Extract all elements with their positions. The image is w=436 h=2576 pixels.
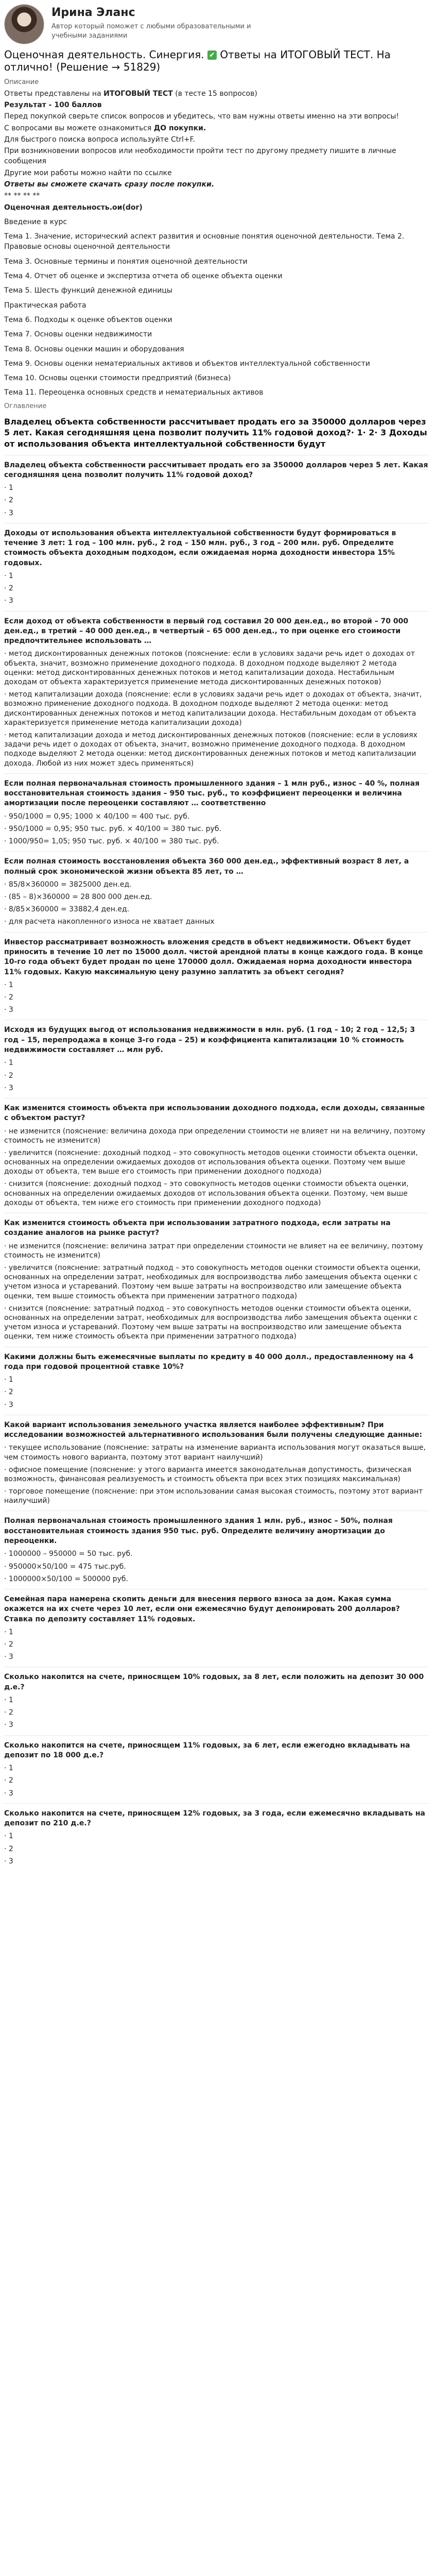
answer-option	[4, 1549, 429, 1558]
answer-option-text: 3	[8, 1083, 13, 1092]
question-item	[4, 1516, 429, 1589]
question-text: Исходя из будущих выгод от использования недвижимости в млн. руб. (1 год – 10; 2 год – 12,5; 3 год – 15, перепродажа в конце 3-го года – 25) и коэффициента капитализации 10 % стоимость недвижимости составляет … млн руб.	[4, 1026, 415, 1055]
table-of-contents	[4, 217, 429, 410]
download-note: Ответы вы сможете скачать сразу после покупки.	[4, 180, 215, 189]
title-part-2: Ответы на ИТОГОВЫЙ ТЕСТ. На отлично! (Решение → 51829)	[4, 48, 391, 74]
divider	[4, 851, 429, 852]
answer-option-text: 950/1000 = 0,95; 1000 × 40/100 = 400 тыс. руб.	[8, 812, 190, 821]
bullet-icon: ·	[4, 1059, 9, 1067]
question-text: Сколько накопится на счете, приносящем 10% годовых, за 8 лет, если положить на депозит 30 000 д.е.?	[4, 1673, 424, 1691]
answer-option-text: 1000/950= 1,05; 950 тыс. руб. × 40/100 = 380 тыс. руб.	[8, 837, 219, 846]
answer-option	[4, 496, 429, 505]
question-item	[4, 1420, 429, 1512]
answer-option	[4, 1708, 429, 1717]
question-item	[4, 1104, 429, 1213]
answer-option	[4, 690, 429, 727]
answer-option-text: 1	[8, 1628, 13, 1636]
answer-option	[4, 1574, 429, 1584]
description-line-6: При возникновении вопросов или необходимости пройти тест по другому предмету пишите в личные сообщения	[4, 147, 396, 166]
bullet-icon: ·	[4, 905, 9, 914]
description-label: Описание	[4, 78, 39, 86]
answer-option-text: офисное помещение (пояснение: у этого варианта имеется законодательная допустимость, физическая возможность, финансовая реализуемость и стоимость объекта при всех этих позициях максимальная)	[4, 1465, 411, 1483]
toc-item: Тема 10. Основы оценки стоимости предприятий (бизнеса)	[4, 374, 231, 383]
bullet-icon: ·	[4, 1242, 9, 1250]
answer-option-text: 2	[8, 1071, 13, 1080]
question-item	[4, 1809, 429, 1866]
question-item	[4, 529, 429, 612]
answer-option	[4, 1179, 429, 1208]
answer-option-text: 1	[8, 1376, 13, 1384]
bullet-icon: ·	[4, 993, 9, 1002]
bullet-icon: ·	[4, 1388, 9, 1397]
author-bio: Автор который поможет с любыми образовательными и учебными заданиями	[51, 23, 251, 40]
avatar[interactable]	[4, 4, 44, 44]
description-line-4-bold: ДО покупки.	[153, 124, 206, 132]
question-text: Как изменится стоимость объекта при использовании доходного подхода, если доходы, связанные с объектом растут?	[4, 1104, 425, 1123]
answer-option-text: 3	[8, 1857, 13, 1866]
bullet-icon: ·	[4, 496, 9, 505]
bullet-icon: ·	[4, 650, 9, 658]
answer-option-text: 1000000×50/100 = 500000 руб.	[8, 1574, 129, 1583]
answer-option-text: метод капитализации дохода и метод дисконтированных денежных потоков (пояснение: если в условиях задачи речь идет о доходах от объекта, значит, возможно применение доходного подхода. В доходном подходе выделяют 2 метода оценки: метод дисконтированных денежных потоков и метод капитализации дохода. Любой из них может здесь применяться)	[4, 731, 417, 768]
answer-option-text: 950000×50/100 = 475 тыс.руб.	[8, 1562, 126, 1571]
question-item	[4, 1741, 429, 1804]
answer-option	[4, 571, 429, 581]
answer-option-text: снизится (пояснение: доходный подход – это совокупность методов оценки стоимости объекта оценки, основанных на определении ожидаемых доходов от использования объекта оценки. Поэтому, чем выше доходы от объекта, тем ниже его стоимость при применении доходного подхода)	[4, 1180, 409, 1207]
question-text: Владелец объекта собственности рассчитывает продать его за 350000 долларов через 5 лет. Какая сегодняшняя цена позволит получить 11% годовой доход?· 1· 2· 3 Доходы от использования объекта интеллектуальной собственности будут	[4, 416, 427, 449]
answer-option-text: увеличится (пояснение: доходный подход – это совокупность методов оценки стоимости объекта оценки, основанных на определении ожидаемых доходов от использования объекта оценки. Поэтому чем выше доходы от объекта, тем выше его стоимость при применении доходного подхода)	[4, 1148, 418, 1176]
answer-option	[4, 1844, 429, 1854]
toc-item: Тема 9. Основы оценки нематериальных активов и объектов интеллектуальной собственности	[4, 359, 370, 368]
divider	[4, 932, 429, 933]
bullet-icon: ·	[4, 1376, 9, 1384]
contents-label: Оглавление	[4, 402, 47, 410]
divider	[4, 1803, 429, 1804]
answer-option-text: 2	[8, 496, 13, 505]
toc-item-intro: Введение в курс	[4, 217, 67, 226]
bullet-icon: ·	[4, 1562, 9, 1571]
answer-option	[4, 1857, 429, 1866]
bullet-icon: ·	[4, 1071, 9, 1080]
bullet-icon: ·	[4, 690, 9, 699]
answer-option-text: 2	[8, 1388, 13, 1397]
answer-option-text: 2	[8, 1640, 13, 1649]
answer-option	[4, 1071, 429, 1080]
answer-option-text: не изменится (пояснение: величина дохода при определении стоимости не влияет ни на величину, поэтому стоимость не изменится)	[4, 1127, 426, 1145]
answer-option-text: 8/85×360000 = 33882,4 ден.ед.	[8, 905, 130, 914]
author-card	[4, 4, 429, 44]
question-text: Если полная стоимость восстановления объекта 360 000 ден.ед., эффективный возраст 8 лет, а полный срок экономической жизни объекта 85 лет, то …	[4, 857, 409, 876]
bullet-icon: ·	[4, 1708, 9, 1717]
description-line-3: Перед покупкой сверьте список вопросов и убедитесь, что вам нужны ответы именно на эти вопросы!	[4, 112, 399, 121]
toc-item: Тема 8. Основы оценки машин и оборудования	[4, 345, 184, 353]
question-text: Какой вариант использования земельного участка является наиболее эффективным? При исследовании возможностей альтернативного использования были получены следующие данные:	[4, 1420, 423, 1439]
page-title	[4, 48, 429, 74]
bullet-icon: ·	[4, 1721, 9, 1730]
divider	[4, 1735, 429, 1736]
answer-option	[4, 731, 429, 768]
answer-option	[4, 1832, 429, 1841]
question-item	[4, 461, 429, 523]
separator-stars: ** ** ** **	[4, 192, 40, 200]
answer-option	[4, 980, 429, 990]
question-text: Семейная пара намерена скопить деньги для внесения первого взноса за дом. Какая сумма окажется на их счете через 10 лет, если они ежемесячно будут депонировать 200 долларов? Ставка по депозиту составляет 11% годовых.	[4, 1595, 400, 1623]
answer-option	[4, 596, 429, 605]
checkmark-icon: ✔	[207, 50, 217, 60]
answer-option-text: 3	[8, 509, 13, 517]
bullet-icon: ·	[4, 1844, 9, 1853]
bullet-icon: ·	[4, 918, 9, 926]
question-item	[4, 1025, 429, 1098]
answer-option	[4, 1720, 429, 1730]
bullet-icon: ·	[4, 1764, 9, 1773]
bullet-icon: ·	[4, 1832, 9, 1841]
answer-option	[4, 649, 429, 687]
description-line-1-prefix: Ответы представлены на	[4, 89, 104, 98]
answer-option-text: 950/1000 = 0,95; 950 тыс. руб. × 40/100 = 380 тыс. руб.	[8, 824, 221, 833]
question-text: Доходы от использования объекта интеллектуальной собственности будут формироваться в течение 3 лет: 1 год – 100 млн. руб., 2 год – 150 млн. руб., 3 год – 200 млн. руб. Определите стоимость объекта доходным подходом, если ожидаемая норма доходности инвестора 15% годовых.	[4, 529, 396, 567]
toc-item: Тема 7. Основы оценки недвижимости	[4, 330, 152, 339]
toc-item: Тема 6. Подходы к оценке объектов оценки	[4, 315, 172, 324]
question-text: Сколько накопится на счете, приносящем 11% годовых, за 6 лет, если ежегодно вкладывать на депозит по 18 000 д.е.?	[4, 1741, 410, 1759]
bullet-icon: ·	[4, 1400, 9, 1409]
result-line: Результат - 100 баллов	[4, 100, 102, 109]
answer-option	[4, 483, 429, 493]
title-part-1: Оценочная деятельность. Синергия.	[4, 48, 204, 61]
description-line-4	[4, 123, 429, 133]
answer-option	[4, 880, 429, 889]
question-text: Какими должны быть ежемесячные выплаты по кредиту в 40 000 долл., предоставленному на 4 года при годовой процентной ставке 10%?	[4, 1352, 414, 1371]
answer-option-text: снизится (пояснение: затратный подход – это совокупность методов оценки стоимости объекта оценки, основанных на определении затрат, необходимых для воспроизводства либо замещения объекта оценки с учетом износа и устареваний. Поэтому чем выше затраты на воспроизводство или замещение объекта оценки, тем ниже стоимость объекта при применении затратного подхода)	[4, 1304, 418, 1341]
question-item	[4, 938, 429, 1021]
course-title: Оценочная деятельность.ои(dor)	[4, 203, 143, 212]
bullet-icon: ·	[4, 880, 9, 889]
bullet-icon: ·	[4, 1444, 9, 1452]
bullet-icon: ·	[4, 1776, 9, 1785]
bullet-icon: ·	[4, 1264, 9, 1273]
question-item	[4, 779, 429, 852]
bullet-icon: ·	[4, 597, 9, 605]
answer-option	[4, 1005, 429, 1014]
answer-option-text: 2	[8, 1708, 13, 1717]
answer-option	[4, 1400, 429, 1410]
bullet-icon: ·	[4, 893, 9, 902]
bullet-icon: ·	[4, 1465, 9, 1474]
bullet-icon: ·	[4, 1574, 9, 1583]
answer-option-text: 3	[8, 1653, 13, 1662]
toc-item: Тема 11. Переоценка основных средств и нематериальных активов	[4, 388, 264, 397]
bullet-icon: ·	[4, 1083, 9, 1092]
answer-option-text: 3	[8, 1006, 13, 1014]
toc-item: Практическая работа	[4, 301, 86, 310]
bullet-icon: ·	[4, 584, 9, 593]
bullet-icon: ·	[4, 1006, 9, 1014]
answer-option-text: 2	[8, 993, 13, 1002]
bullet-icon: ·	[4, 1148, 9, 1157]
answer-option	[4, 892, 429, 902]
bullet-icon: ·	[4, 484, 9, 493]
answer-option-text: торговое помещение (пояснение: при этом использовании самая высокая стоимость, поэтому этот вариант наилучший)	[4, 1487, 423, 1505]
answer-option	[4, 1789, 429, 1798]
answer-option	[4, 1640, 429, 1649]
divider	[4, 773, 429, 774]
bullet-icon: ·	[4, 1304, 9, 1313]
question-item	[4, 1672, 429, 1735]
questions-list	[4, 416, 429, 1866]
answer-option-text: 3	[8, 1721, 13, 1730]
answer-option-text: 2	[8, 584, 13, 593]
question-text: Полная первоначальная стоимость промышленного здания 1 млн. руб., износ – 50%, полная восстановительная стоимость здания 950 тыс. руб. Определите величину амортизации до переоценки.	[4, 1517, 393, 1546]
question-text: Как изменится стоимость объекта при использовании затратного подхода, если затраты на создание аналогов на рынке растут?	[4, 1219, 391, 1238]
answer-option	[4, 824, 429, 834]
bullet-icon: ·	[4, 731, 9, 739]
answer-option	[4, 905, 429, 914]
answer-option-text: не изменится (пояснение: величина затрат при определении стоимости не влияет на ее величину, поэтому стоимость не изменится)	[4, 1242, 423, 1260]
description-line-5: Для быстрого поиска вопроса используйте Ctrl+F.	[4, 135, 195, 144]
toc-item: Тема 4. Отчет об оценке и экспертиза отчета об оценке объекта оценки	[4, 272, 283, 281]
answer-option-text: 2	[8, 1776, 13, 1785]
answer-option	[4, 993, 429, 1002]
bullet-icon: ·	[4, 1628, 9, 1636]
answer-option-text: текущее использование (пояснение: затраты на изменение варианта использования могут оказаться выше, чем стоимость нового варианта, поэтому этот вариант наилучший)	[4, 1444, 426, 1462]
answer-option-text: 1	[8, 1832, 13, 1841]
answer-option-text: увеличится (пояснение: затратный подход – это совокупность методов оценки стоимости объекта оценки, основанных на определении затрат, необходимых для воспроизводства либо замещения объекта оценки с учетом износа и устареваний. Поэтому чем выше затраты на воспроизводство или замещение объекта оценки, тем выше стоимость объекта при применении затратного подхода)	[4, 1264, 421, 1300]
answer-option-text: 1000000 – 950000 = 50 тыс. руб.	[8, 1550, 133, 1558]
description-line-1-suffix: (в тесте 15 вопросов)	[172, 89, 257, 98]
answer-option-text: 3	[8, 1789, 13, 1798]
question-text: Инвестор рассматривает возможность вложения средств в объект недвижимости. Объект будет приносить в течение 10 лет по 15000 долл. чистой арендной платы в конце каждого года. В конце 10-го года объект будет продан по цене 170000 долл. Ожидаемая норма доходности инвестора 11% годовых. Какую максимальную цену разумно заплатить за объект сегодня?	[4, 938, 423, 976]
answer-option	[4, 1127, 429, 1145]
bullet-icon: ·	[4, 1127, 9, 1136]
answer-option	[4, 1764, 429, 1773]
description-line-7[interactable]: Другие мои работы можно найти по ссылке	[4, 168, 172, 177]
question-item	[4, 416, 429, 455]
answer-option	[4, 812, 429, 821]
answer-option	[4, 1465, 429, 1484]
answer-option-text: 1	[8, 571, 13, 580]
answer-option	[4, 917, 429, 926]
answer-option	[4, 1375, 429, 1384]
question-text: Сколько накопится на счете, приносящем 12% годовых, за 3 года, если ежемесячно вкладывать на депозит по 210 д.е.?	[4, 1809, 425, 1828]
answer-option-text: 1	[8, 980, 13, 989]
answer-option-text: 1	[8, 484, 13, 493]
answer-option	[4, 584, 429, 593]
bullet-icon: ·	[4, 1550, 9, 1558]
question-text: Если полная первоначальная стоимость промышленного здания – 1 млн руб., износ – 40 %, полная восстановительная стоимость здания – 950 тыс. руб., то коэффициент переоценки и величина амортизации после переоценки составляют … соответственно	[4, 779, 420, 808]
answer-option	[4, 1263, 429, 1301]
question-text: Владелец объекта собственности рассчитывает продать его за 350000 долларов через 5 лет. Какая сегодняшняя цена позволит получить 11% годовой доход?	[4, 461, 428, 479]
question-item	[4, 617, 429, 774]
question-item	[4, 1218, 429, 1347]
answer-option-text: 85/8×360000 = 3825000 ден.ед.	[8, 880, 132, 889]
bullet-icon: ·	[4, 837, 9, 846]
answer-option	[4, 1083, 429, 1093]
answer-option-text: 1	[8, 1764, 13, 1773]
bullet-icon: ·	[4, 980, 9, 989]
answer-option-text: для расчета накопленного износа не хватает данных	[8, 918, 215, 926]
answer-option-text: метод капитализации дохода (пояснение: если в условиях задачи речь идет о доходах от объекта, значит, возможно применение доходного подхода. В доходном подходе выделяют 2 метода оценки: метод дисконтированных денежных потоков и метод капитализации дохода. Нестабильным доходам от объекта характеризуется применение метода капитализации дохода)	[4, 690, 422, 727]
answer-option	[4, 1628, 429, 1637]
answer-option-text: метод дисконтированных денежных потоков (пояснение: если в условиях задачи речь идет о доходах от объекта, значит, возможно применение доходного подхода. В доходном подходе выделяют 2 метода оценки: метод дисконтированных денежных потоков и метод капитализации дохода. Нестабильным доходам от объекта характеризуется применение метода дисконтированных денежных потоков)	[4, 650, 415, 687]
question-item	[4, 1352, 429, 1415]
bullet-icon: ·	[4, 509, 9, 517]
answer-option-text: 2	[8, 1844, 13, 1853]
answer-option-text: 3	[8, 1400, 13, 1409]
question-text: Если доход от объекта собственности в первый год составил 20 000 ден.ед., во второй – 70 000 ден.ед., в третий – 40 000 ден.ед., в четвертый – 65 000 ден.ед., то при оценке его стоимости предпочтительнее использовать …	[4, 617, 409, 646]
bullet-icon: ·	[4, 812, 9, 821]
answer-option	[4, 1776, 429, 1785]
answer-option-text: 1	[8, 1059, 13, 1067]
answer-option	[4, 1443, 429, 1462]
answer-option	[4, 509, 429, 518]
bullet-icon: ·	[4, 1487, 9, 1496]
toc-item: Тема 1. Значение, исторический аспект развития и основные понятия оценочной деятельности. Тема 2. Правовые основы оценочной деятельности	[4, 232, 405, 251]
answer-option-text: 1	[8, 1696, 13, 1705]
question-item	[4, 857, 429, 932]
bullet-icon: ·	[4, 1857, 9, 1866]
answer-option	[4, 837, 429, 846]
answer-option	[4, 1304, 429, 1342]
bullet-icon: ·	[4, 1696, 9, 1705]
divider	[4, 611, 429, 612]
toc-item: Тема 5. Шесть функций денежной единицы	[4, 286, 172, 295]
bullet-icon: ·	[4, 1653, 9, 1662]
answer-option-text: 3	[8, 597, 13, 605]
bullet-icon: ·	[4, 1640, 9, 1649]
description-line-1-bold: ИТОГОВЫЙ ТЕСТ	[103, 89, 173, 98]
answer-option	[4, 1242, 429, 1260]
toc-item: Тема 3. Основные термины и понятия оценочной деятельности	[4, 257, 248, 266]
answer-option	[4, 1652, 429, 1662]
description-line-4-prefix: С вопросами вы можете ознакомиться	[4, 124, 154, 132]
description-section	[4, 78, 429, 213]
answer-option	[4, 1562, 429, 1571]
answer-option-text: (85 – 8)×360000 = 28 800 000 ден.ед.	[8, 893, 152, 902]
answer-option	[4, 1487, 429, 1505]
answer-option	[4, 1148, 429, 1177]
author-info	[51, 4, 268, 40]
bullet-icon: ·	[4, 824, 9, 833]
author-name[interactable]: Ирина Эланс	[51, 6, 135, 19]
answer-option	[4, 1058, 429, 1067]
answer-option	[4, 1387, 429, 1397]
bullet-icon: ·	[4, 571, 9, 580]
answer-option	[4, 1696, 429, 1705]
description-line-1	[4, 89, 429, 99]
bullet-icon: ·	[4, 1180, 9, 1189]
question-item	[4, 1595, 429, 1668]
bullet-icon: ·	[4, 1789, 9, 1798]
